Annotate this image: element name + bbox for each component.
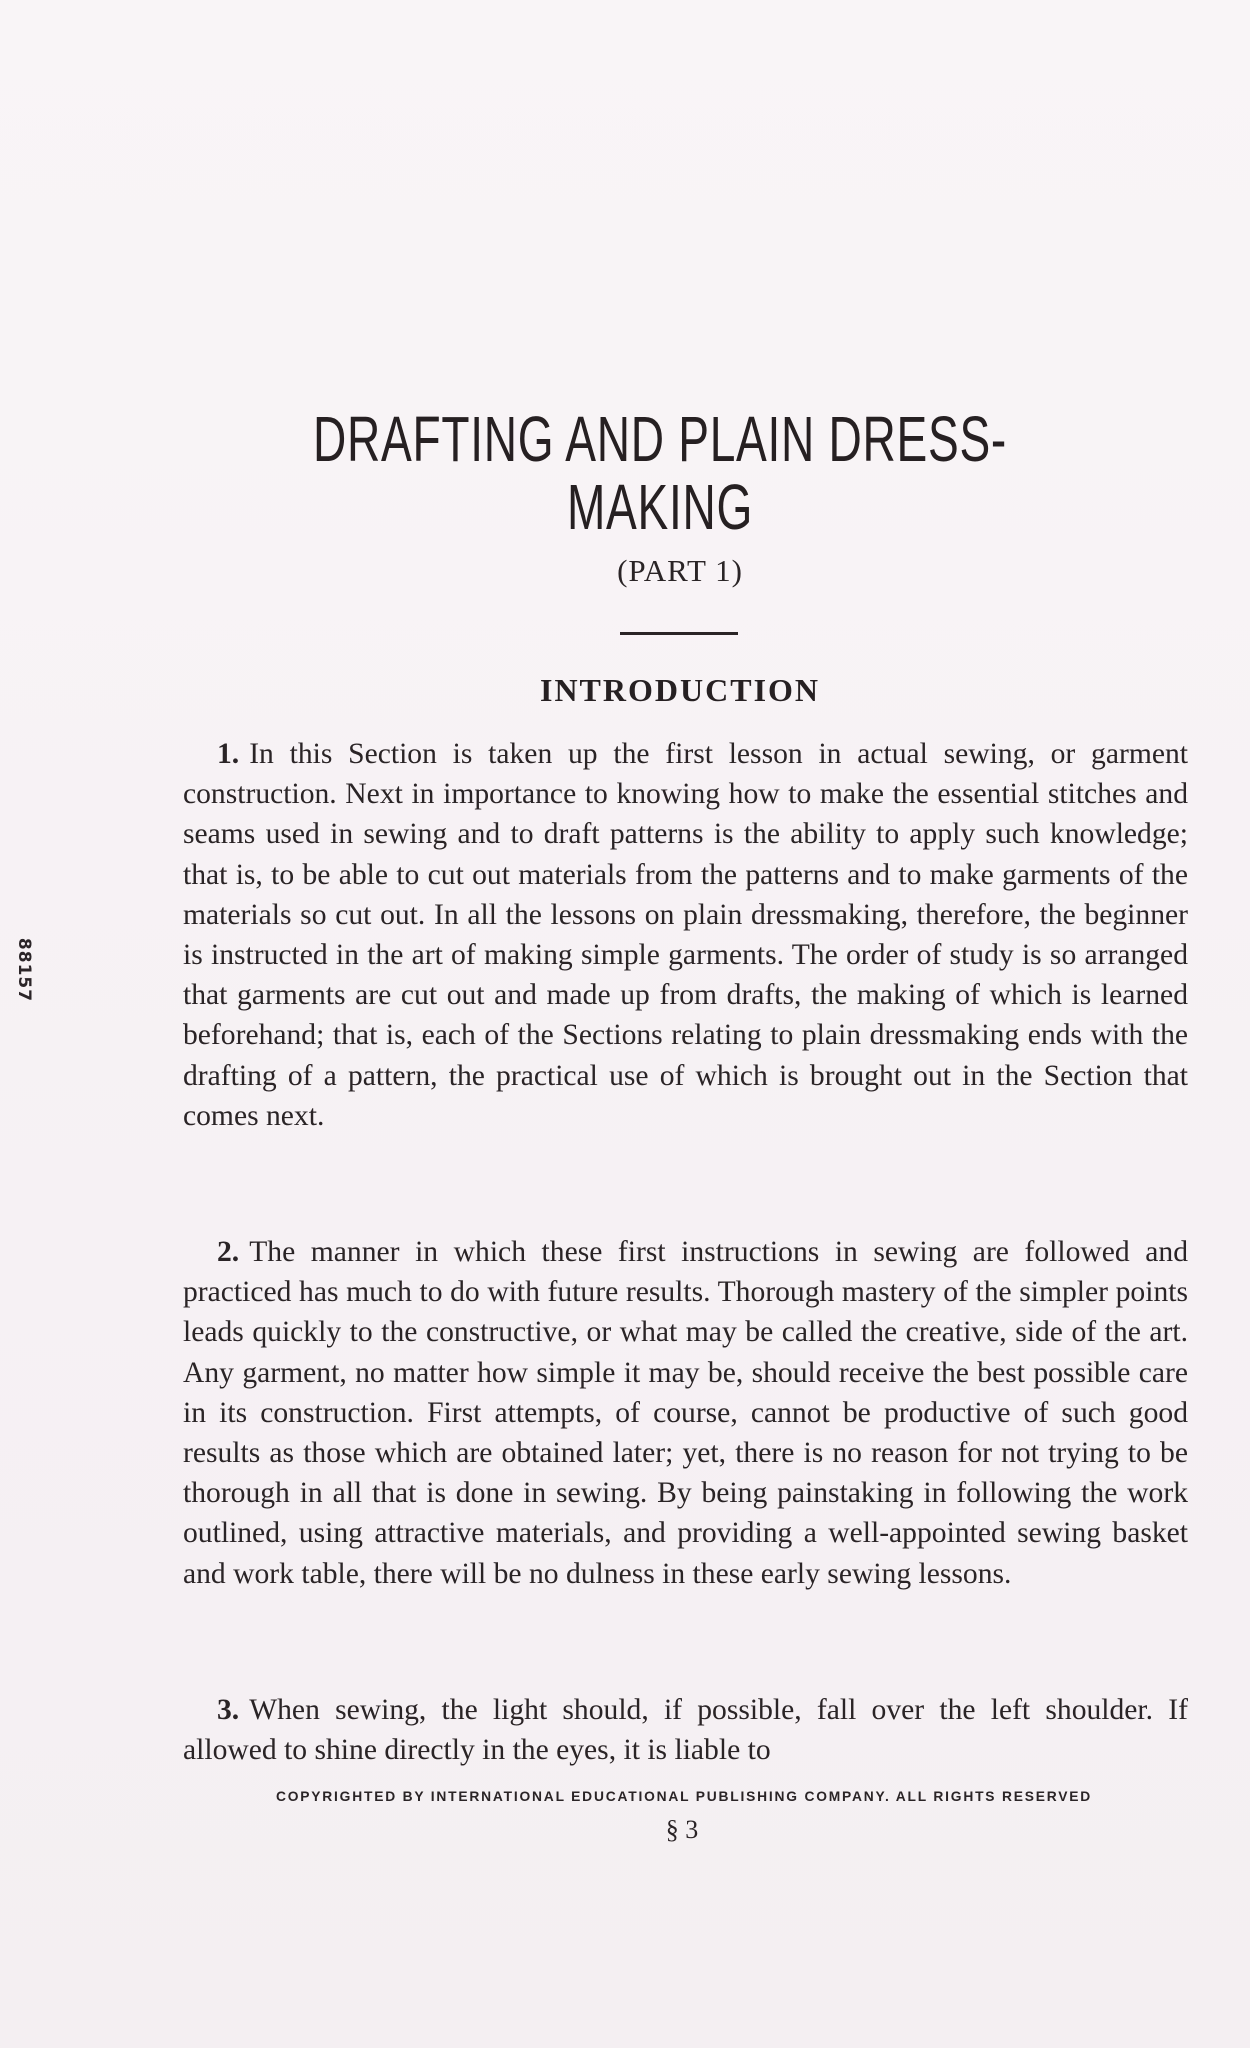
- paragraph-number: 3.: [217, 1694, 240, 1726]
- margin-number: 88157: [14, 937, 35, 1003]
- title-divider: [620, 632, 738, 635]
- paragraph-text: When sewing, the light should, if possible, fall over the left shoulder. If allowed to shine directly in the eyes, it is liable to: [183, 1694, 1188, 1767]
- paragraph-3: [183, 1690, 1188, 1770]
- page-title: [300, 405, 1020, 541]
- page-subtitle: (PART 1): [617, 553, 743, 588]
- title-line-2: MAKING: [566, 471, 754, 543]
- section-mark: § 3: [665, 1815, 699, 1844]
- title-line-1: DRAFTING AND PLAIN DRESS-: [313, 403, 1007, 475]
- paragraph-1: [183, 734, 1188, 1136]
- paragraph-text: In this Section is taken up the first lesson in actual sewing, or garment construction. Next in importance to knowing how to make the essential stitches and seams used in sewing and to draft patterns is the ability to apply such knowledge; that is, to be able to cut out materials from the patterns and to make garments of the materials so cut out. In all the lessons on plain dressmaking, therefore, the beginner is instructed in the art of making simple garments. The order of study is so arranged that garments are cut out and made up from drafts, the making of which is learned beforehand; that is, each of the Sections relating to plain dressmaking ends with the drafting of a pattern, the practical use of which is brought out in the Section that comes next.: [183, 738, 1188, 1132]
- paragraph-2: [183, 1232, 1188, 1594]
- paragraph-text: The manner in which these first instructions in sewing are followed and practiced has much to do with future results. Thorough mastery of the simpler points leads quickly to the constructive, or what may be called the creative, side of the art. Any garment, no matter how simple it may be, should receive the best possible care in its construction. First attempts, of course, cannot be productive of such good results as those which are obtained later; yet, there is no reason for not trying to be thorough in all that is done in sewing. By being painstaking in following the work outlined, using attractive materials, and providing a well-appointed sewing basket and work table, there will be no dulness in these early sewing lessons.: [183, 1236, 1188, 1590]
- section-heading: INTRODUCTION: [539, 672, 821, 708]
- paragraph-number: 1.: [217, 738, 240, 770]
- copyright-notice: COPYRIGHTED BY INTERNATIONAL EDUCATIONAL PUBLISHING COMPANY. ALL RIGHTS RESERVED: [275, 1789, 1092, 1804]
- paragraph-number: 2.: [217, 1236, 240, 1268]
